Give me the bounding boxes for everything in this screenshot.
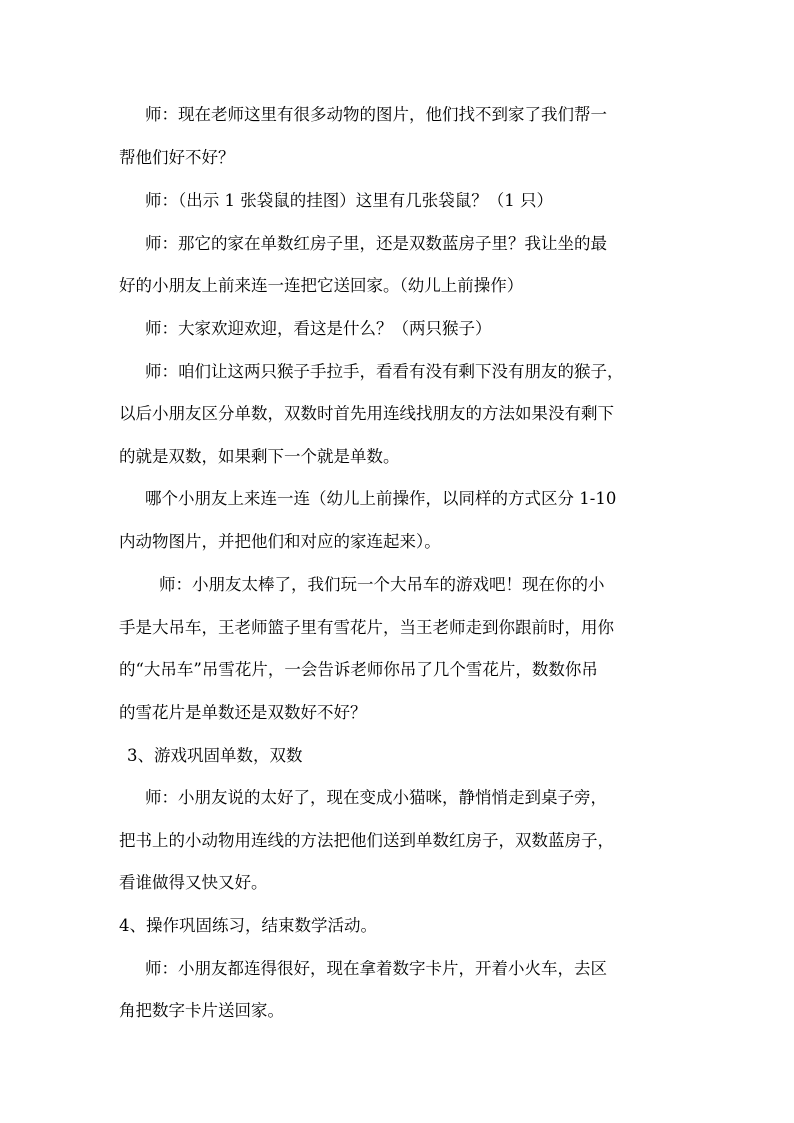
paragraph-line: 师：小朋友说的太好了，现在变成小猫咪，静悄悄走到桌子旁， bbox=[145, 788, 607, 807]
paragraph-line: 内动物图片，并把他们和对应的家连起来）。 bbox=[119, 532, 441, 551]
paragraph-line: 师：（出示 1 张袋鼠的挂图）这里有几张袋鼠？（1 只） bbox=[145, 191, 553, 210]
paragraph-line: 的“大吊车”吊雪花片，一会告诉老师你吊了几个雪花片，数数你吊 bbox=[119, 660, 598, 679]
paragraph-line: 师：现在老师这里有很多动物的图片，他们找不到家了我们帮一 bbox=[145, 105, 607, 124]
paragraph-line: 看谁做得又快又好。 bbox=[119, 873, 268, 892]
paragraph-line: 好的小朋友上前来连一连把它送回家。（幼儿上前操作） bbox=[119, 276, 524, 295]
paragraph-line: 师：小朋友都连得很好，现在拿着数字卡片，开着小火车，去区 bbox=[145, 959, 607, 978]
section-heading: 4、操作巩固练习，结束数学活动。 bbox=[119, 916, 377, 935]
paragraph-line: 师：咱们让这两只猴子手拉手，看看有没有剩下没有朋友的猴子， bbox=[145, 362, 624, 381]
paragraph-line: 的就是双数，如果剩下一个就是单数。 bbox=[119, 447, 400, 466]
paragraph-line: 角把数字卡片送回家。 bbox=[119, 1001, 284, 1020]
paragraph-line: 把书上的小动物用连线的方法把他们送到单数红房子，双数蓝房子， bbox=[119, 831, 614, 850]
paragraph-line: 哪个小朋友上来连一连（幼儿上前操作，以同样的方式区分 1-10 bbox=[145, 489, 617, 508]
paragraph-line: 师：大家欢迎欢迎，看这是什么？（两只猴子） bbox=[145, 319, 492, 338]
paragraph-line: 帮他们好不好？ bbox=[119, 148, 235, 167]
paragraph-line: 手是大吊车，王老师篮子里有雪花片，当王老师走到你跟前时，用你 bbox=[119, 618, 614, 637]
paragraph-line: 的雪花片是单数还是双数好不好？ bbox=[119, 703, 367, 722]
paragraph-line: 以后小朋友区分单数，双数时首先用连线找朋友的方法如果没有剩下 bbox=[119, 404, 614, 423]
paragraph-line: 师：小朋友太棒了，我们玩一个大吊车的游戏吧！现在你的小 bbox=[159, 575, 605, 594]
paragraph-line: 师：那它的家在单数红房子里，还是双数蓝房子里？我让坐的最 bbox=[145, 234, 607, 253]
section-heading: 3、游戏巩固单数，双数 bbox=[127, 746, 303, 765]
